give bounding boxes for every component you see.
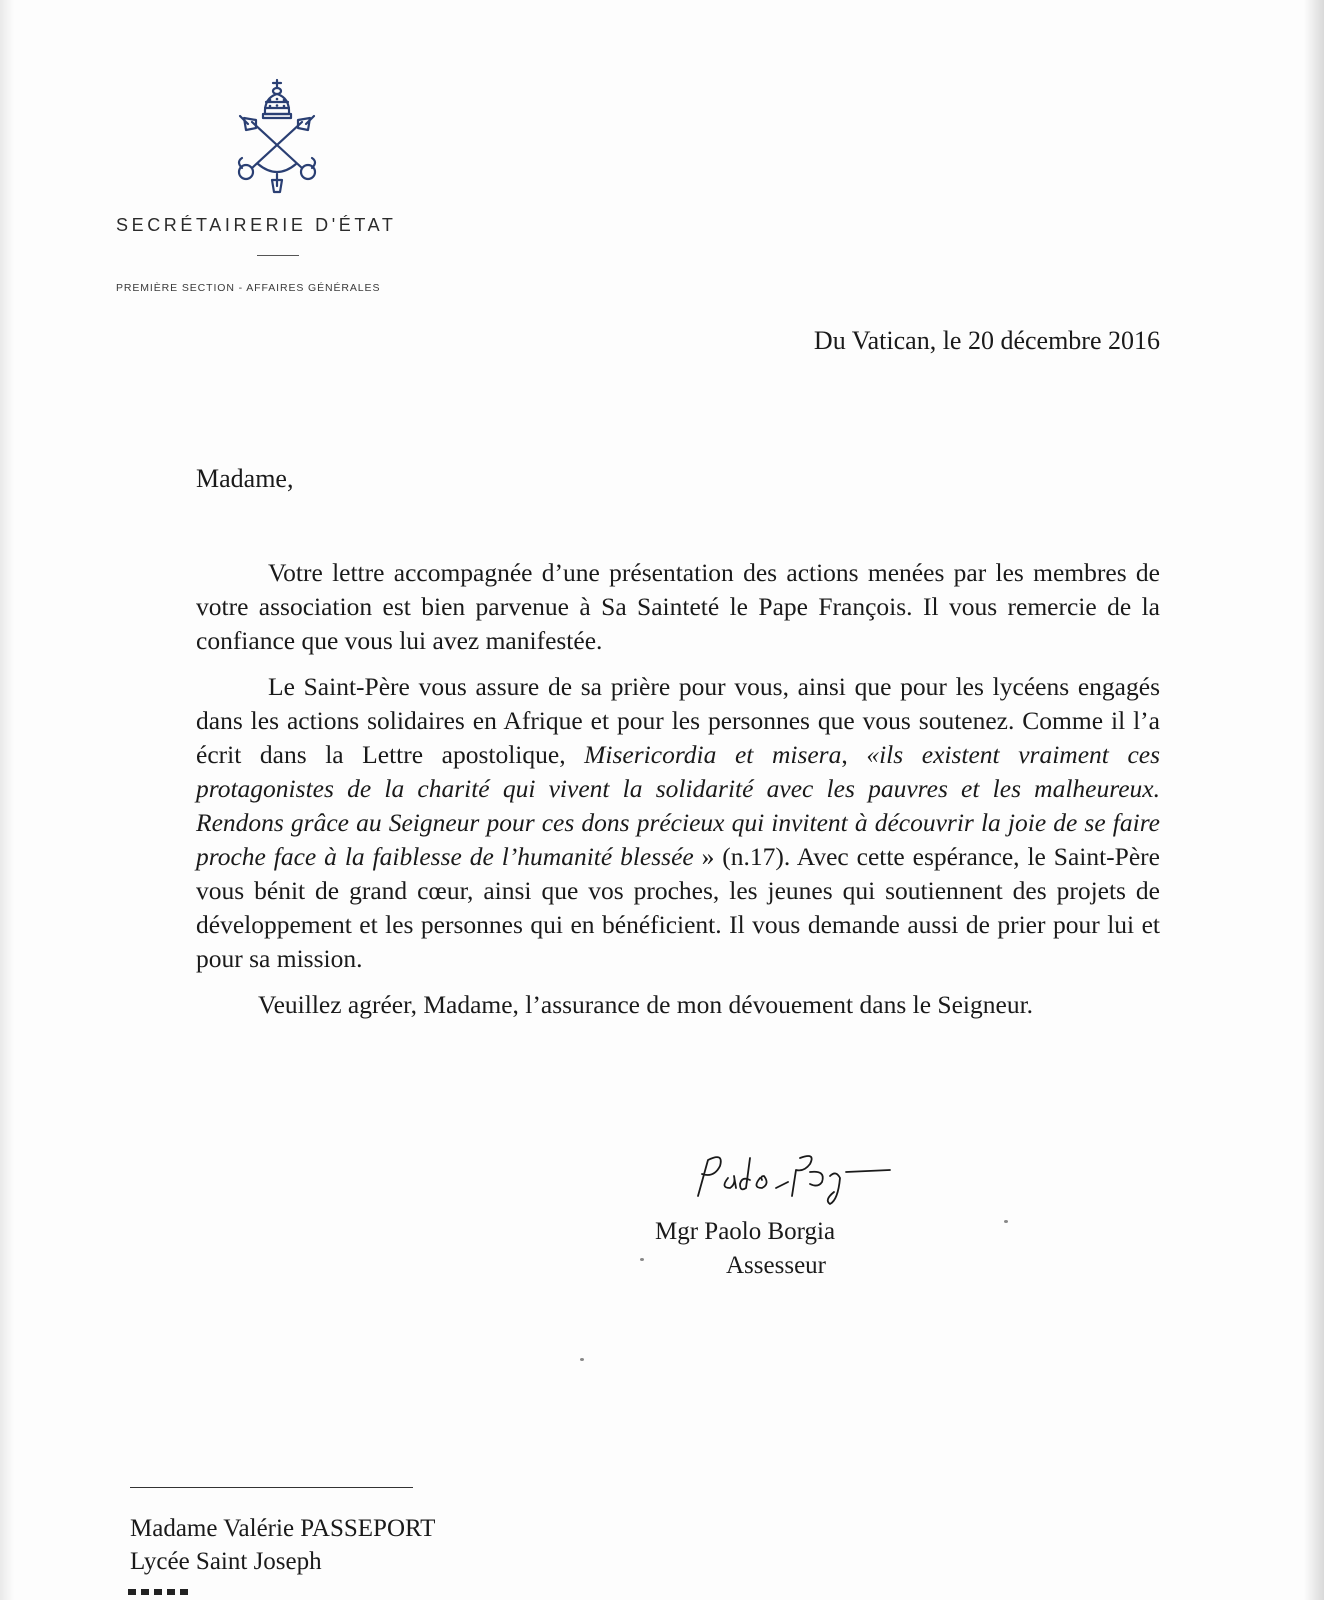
recipient-address xyxy=(130,1512,435,1578)
address-divider xyxy=(130,1487,413,1488)
paragraph-2-intro: Le Saint-Père vous assure de sa prière pour vous, ainsi que pour les lycéens engagés dans les actions solidaires en Afrique et pour les personnes que vous soutenez. Comme il l’a écrit dans la Lettre apostolique, xyxy=(196,672,1160,769)
quotation: «ils existent vraiment ces protagonistes de la charité qui vivent la solidarité avec les pauvres et les malheureux. Rendons grâce au Seigneur pour ces dons précieux qui invitent à découvrir la joie de se faire proche face à la faiblesse de l’humanité blessée xyxy=(196,740,1161,871)
date-line: Du Vatican, le 20 décembre 2016 xyxy=(813,326,1160,355)
salutation: Madame, xyxy=(196,464,294,493)
handwritten-signature xyxy=(680,1148,910,1208)
recipient-name: Madame Valérie PASSEPORT xyxy=(130,1515,436,1542)
paper-left-edge-shadow xyxy=(0,0,14,1600)
paragraph-2-conclusion: » (n.17). Avec cette espérance, le Saint-Père vous bénit de grand cœur, ainsi que vos proches, les jeunes qui soutiennent des projets de développement et les personnes qui en bénéficient. Il vous demande aussi de prier pour lui et pour sa mission. xyxy=(196,842,1160,973)
apostolic-letter-title: Misericordia et misera xyxy=(584,740,842,769)
closing-formula: Veuillez agréer, Madame, l’assurance de mon dévouement dans le Seigneur. xyxy=(258,990,1034,1019)
paper-speck xyxy=(580,1358,584,1361)
papal-emblem-icon xyxy=(222,76,332,194)
paragraph-2-comma: , xyxy=(841,740,848,769)
cropped-address-line xyxy=(128,1589,192,1600)
paper-speck xyxy=(640,1258,644,1261)
letterhead-section: PREMIÈRE SECTION - AFFAIRES GÉNÉRALES xyxy=(116,282,381,294)
letter-body xyxy=(196,556,1160,1034)
paper-right-edge-shadow xyxy=(1304,0,1324,1600)
recipient-institution: Lycée Saint Joseph xyxy=(130,1548,322,1575)
letterhead-title: SECRÉTAIRERIE D'ÉTAT xyxy=(116,215,397,235)
signatory-name: Mgr Paolo Borgia xyxy=(655,1218,836,1245)
letterhead-divider xyxy=(257,255,299,256)
body-paragraph-1: Votre lettre accompagnée d’une présentation des actions menées par les membres de votre association est bien parvenue à Sa Sainteté le Pape François. Il vous remercie de la confiance que vous lui avez manifestée. xyxy=(196,558,1160,655)
body-paragraph-2 xyxy=(196,670,1160,976)
paper-speck xyxy=(1004,1220,1008,1223)
signatory-title: Assesseur xyxy=(726,1252,826,1279)
